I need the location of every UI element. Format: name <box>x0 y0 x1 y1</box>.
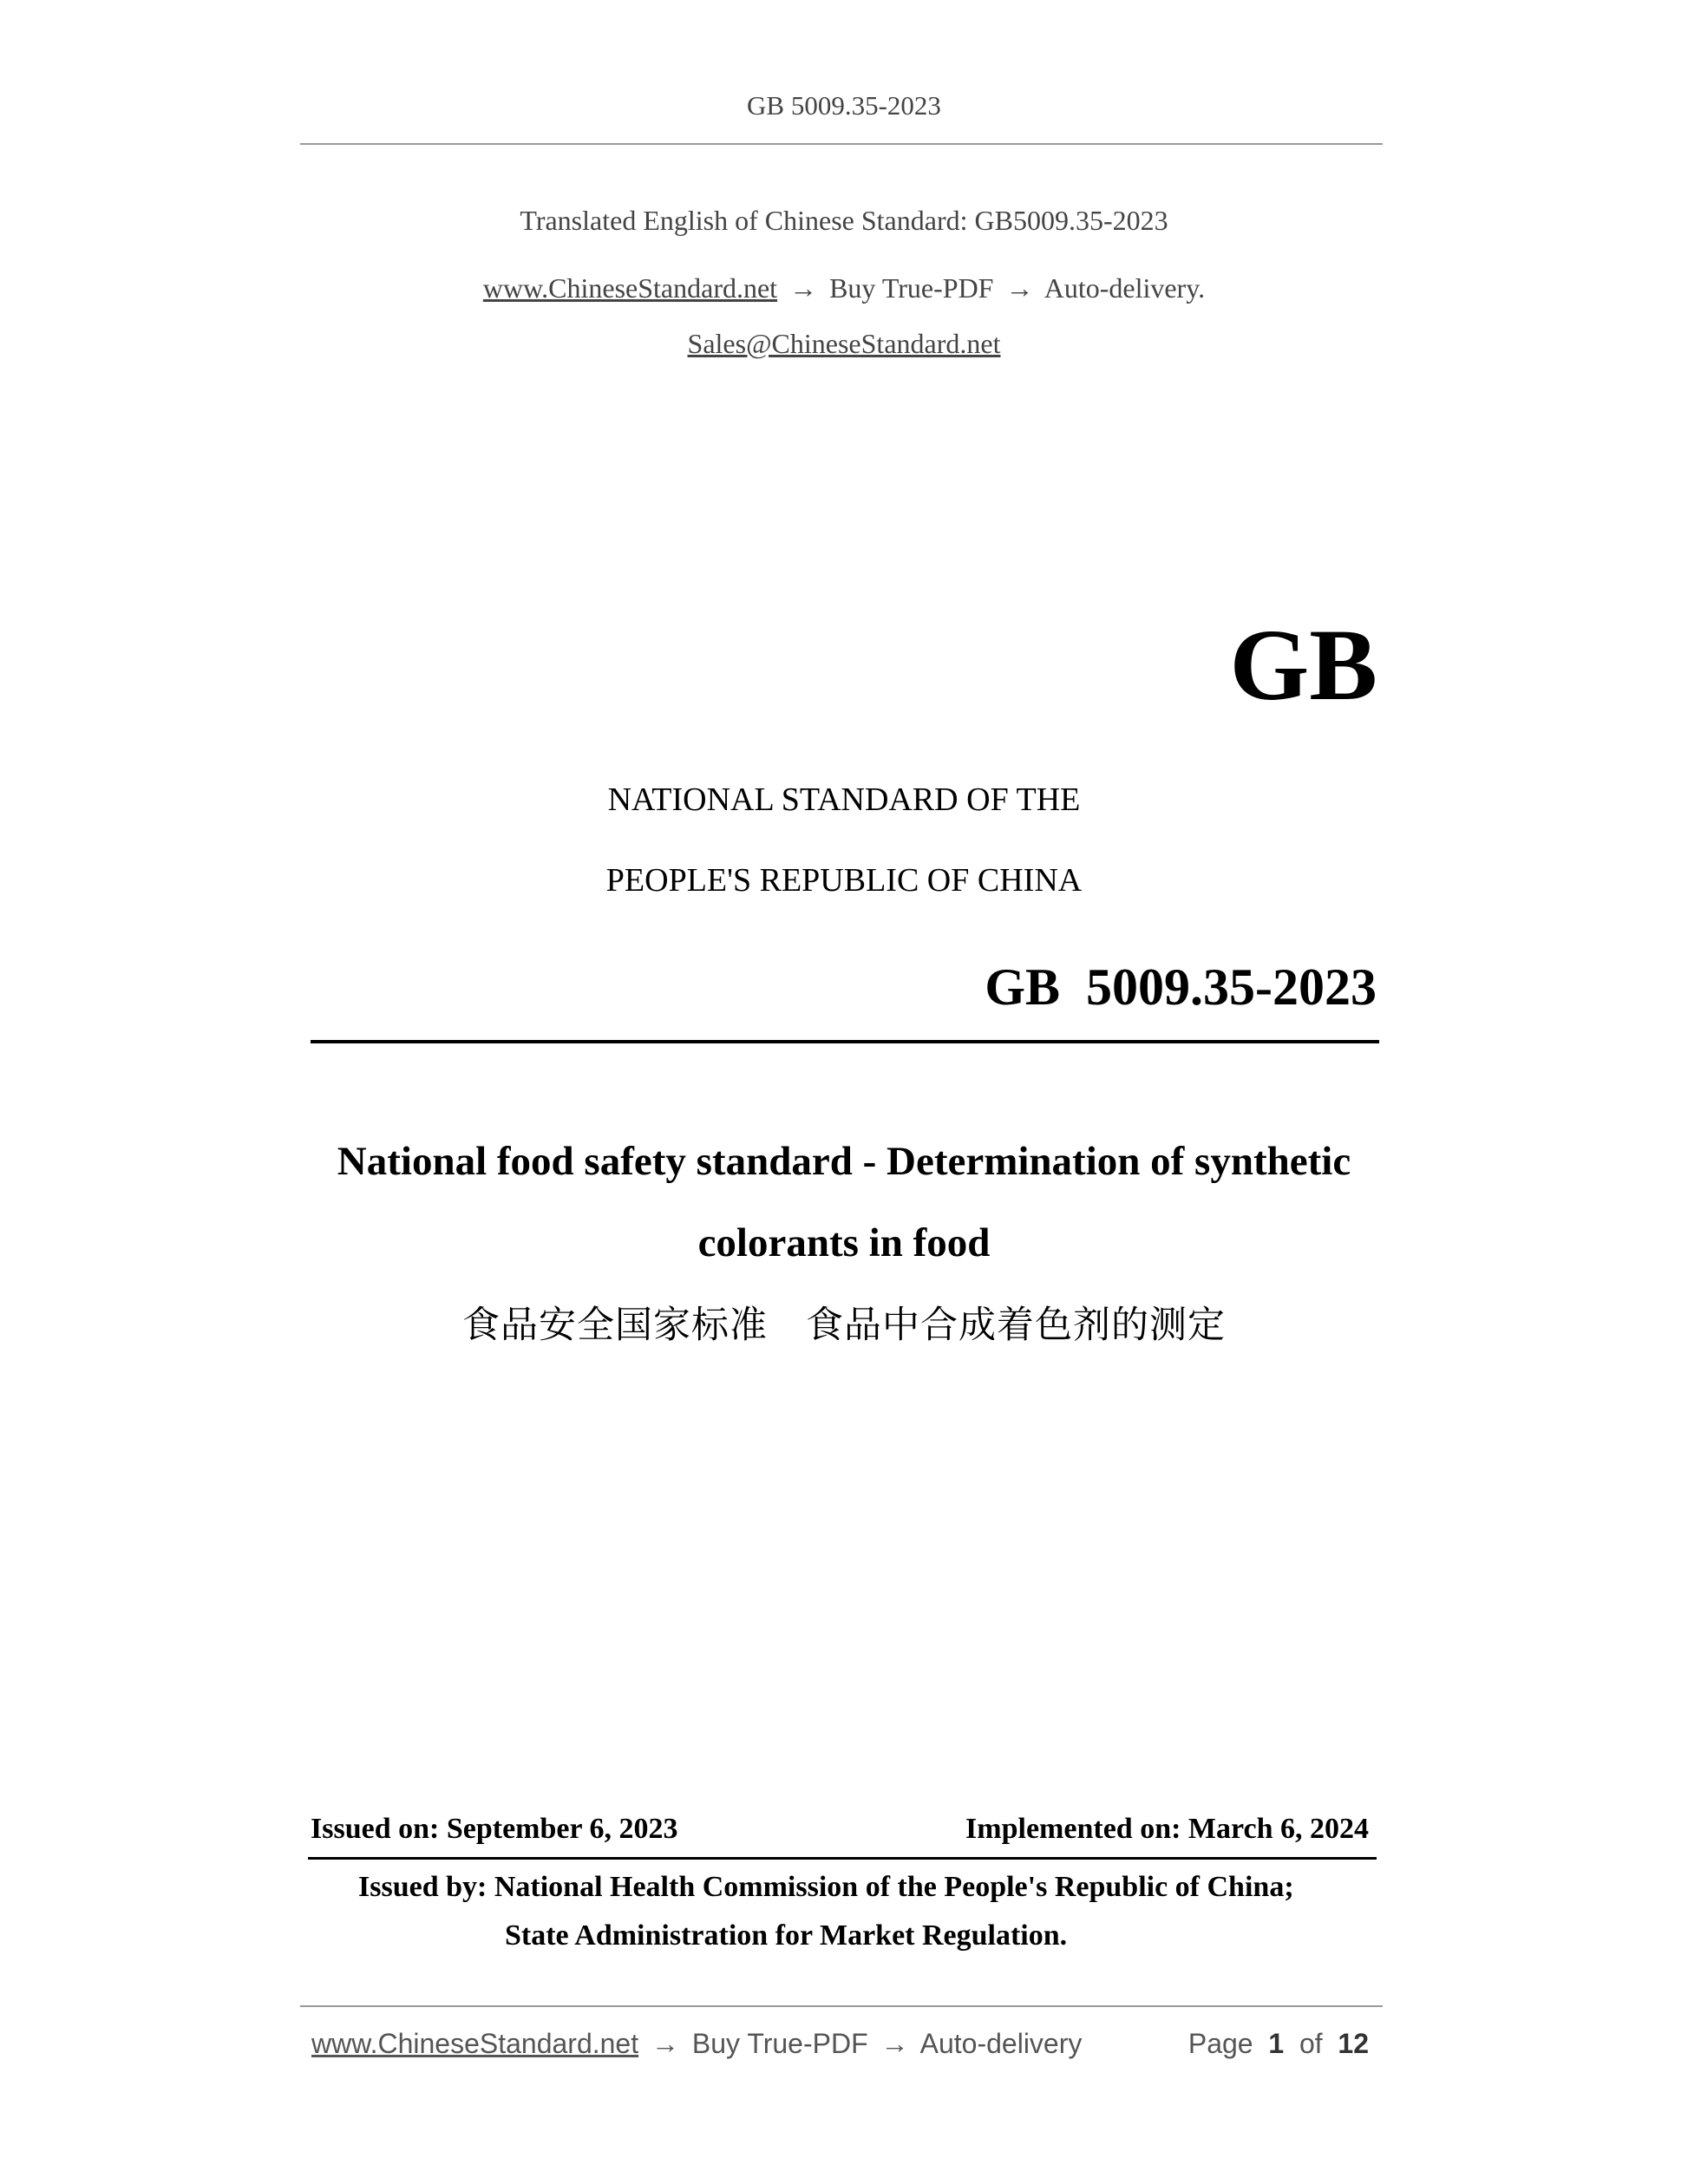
purchase-line <box>0 272 1688 304</box>
title-zh-part-2: 食品中合成着色剂的测定 <box>806 1304 1226 1347</box>
cover-divider <box>311 1040 1379 1043</box>
site-link[interactable]: www.ChineseStandard.net <box>482 272 778 304</box>
issued-by-line-2: State Administration for Market Regulation. <box>505 1919 1068 1952</box>
implemented-on-date: Implemented on: March 6, 2024 <box>965 1813 1369 1845</box>
footer-purchase-line <box>311 2028 1082 2060</box>
issued-by-line-1: Issued by: National Health Commission of the People's Republic of China; <box>358 1871 1294 1903</box>
page-total: 12 <box>1338 2028 1369 2059</box>
sales-email-link[interactable]: Sales@ChineseStandard.net <box>687 328 1001 359</box>
page-label: Page <box>1187 2028 1253 2059</box>
page-indicator <box>1188 2028 1369 2060</box>
running-header <box>0 90 1688 121</box>
issue-divider <box>308 1857 1377 1860</box>
arrow-right-icon: → <box>789 272 818 304</box>
title-zh <box>0 1296 1688 1349</box>
page-current: 1 <box>1268 2028 1285 2059</box>
issued-on-date: Issued on: September 6, 2023 <box>311 1813 678 1845</box>
title-en-line-2: colorants in food <box>697 1220 991 1265</box>
title-en-line-1: National food safety standard - Determination of synthetic <box>337 1139 1351 1184</box>
standard-prefix: GB <box>985 958 1061 1016</box>
standard-code: 5009.35-2023 <box>1086 958 1377 1016</box>
footer-site-link[interactable]: www.ChineseStandard.net <box>311 2028 639 2059</box>
footer-buy-true-pdf-text: Buy True-PDF <box>691 2028 868 2059</box>
arrow-right-icon: → <box>1005 272 1034 304</box>
auto-delivery-text: Auto-delivery. <box>1044 272 1206 304</box>
national-standard-line-1: NATIONAL STANDARD OF THE <box>607 781 1081 818</box>
footer-divider <box>300 2005 1383 2007</box>
header-divider <box>300 143 1383 145</box>
footer-auto-delivery-text: Auto-delivery <box>919 2028 1083 2059</box>
buy-true-pdf-text: Buy True-PDF <box>829 272 994 304</box>
national-standard-line-2: PEOPLE'S REPUBLIC OF CHINA <box>605 862 1083 899</box>
standard-number <box>985 958 1377 1016</box>
page-of: of <box>1299 2028 1323 2059</box>
gb-logo: GB <box>1229 608 1377 722</box>
sales-email-line <box>0 328 1688 360</box>
title-zh-part-1: 食品安全国家标准 <box>461 1304 768 1347</box>
arrow-right-icon: → <box>651 2028 679 2059</box>
running-header-title: GB 5009.35-2023 <box>747 90 941 121</box>
arrow-right-icon: → <box>880 2028 909 2059</box>
translated-label: Translated English of Chinese Standard: GB5009.35-2023 <box>520 205 1168 236</box>
